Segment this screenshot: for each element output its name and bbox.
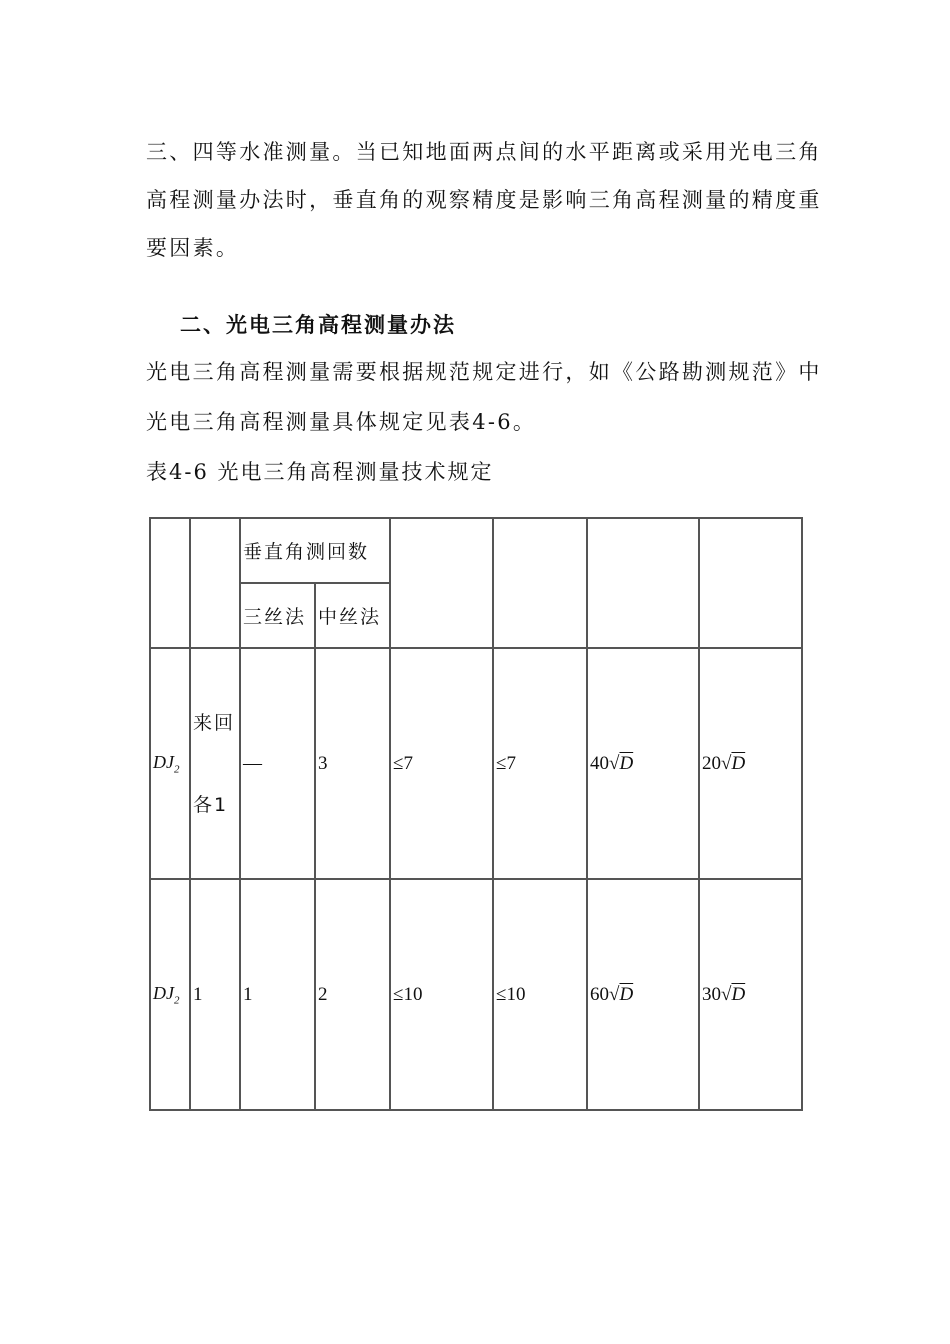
header-vertical-angle: 垂直角测回数 (240, 518, 390, 583)
three-wire-cell: 1 (240, 879, 315, 1110)
col7-cell: 60√D (587, 879, 699, 1110)
middle-wire-cell: 2 (315, 879, 390, 1110)
body-line-2: 光电三角高程测量具体规定见表4-6。 (146, 410, 537, 434)
table-row (150, 879, 802, 1110)
spec-table (149, 517, 803, 1111)
body-line-1: 光电三角高程测量需要根据规范规定进行，如《公路勘测规范》中 (146, 360, 822, 384)
header-cell-7 (587, 518, 699, 648)
intro-line-1: 三、四等水准测量。当已知地面两点间的水平距离或采用光电三角 (146, 140, 822, 164)
table-caption: 表4-6 光电三角高程测量技术规定 (146, 460, 494, 484)
header-middle-wire: 中丝法 (315, 583, 390, 648)
col8-cell: 20√D (699, 648, 802, 879)
table-row (150, 648, 802, 879)
col6-cell: ≤7 (493, 648, 587, 879)
table-header-row-1 (150, 518, 802, 583)
col8-cell: 30√D (699, 879, 802, 1110)
header-cell-count (190, 518, 240, 648)
col5-cell: ≤10 (390, 879, 493, 1110)
section-heading: 二、光电三角高程测量办法 (180, 312, 456, 337)
col7-cell: 40√D (587, 648, 699, 879)
model-cell: $DJ_2$ (150, 879, 190, 1110)
three-wire-cell: — (240, 648, 315, 879)
col6-cell: ≤10 (493, 879, 587, 1110)
header-cell-8 (699, 518, 802, 648)
header-three-wire: 三丝法 (240, 583, 315, 648)
middle-wire-cell: 3 (315, 648, 390, 879)
count-cell: 1 (190, 879, 240, 1110)
header-cell-model (150, 518, 190, 648)
count-cell: 来回 各1 (190, 648, 240, 879)
model-cell: $DJ_2$ (150, 648, 190, 879)
intro-line-3: 要因素。 (146, 236, 240, 260)
col5-cell: ≤7 (390, 648, 493, 879)
header-cell-5 (390, 518, 493, 648)
intro-line-2: 高程测量办法时，垂直角的观察精度是影响三角高程测量的精度重 (146, 188, 822, 212)
header-cell-6 (493, 518, 587, 648)
